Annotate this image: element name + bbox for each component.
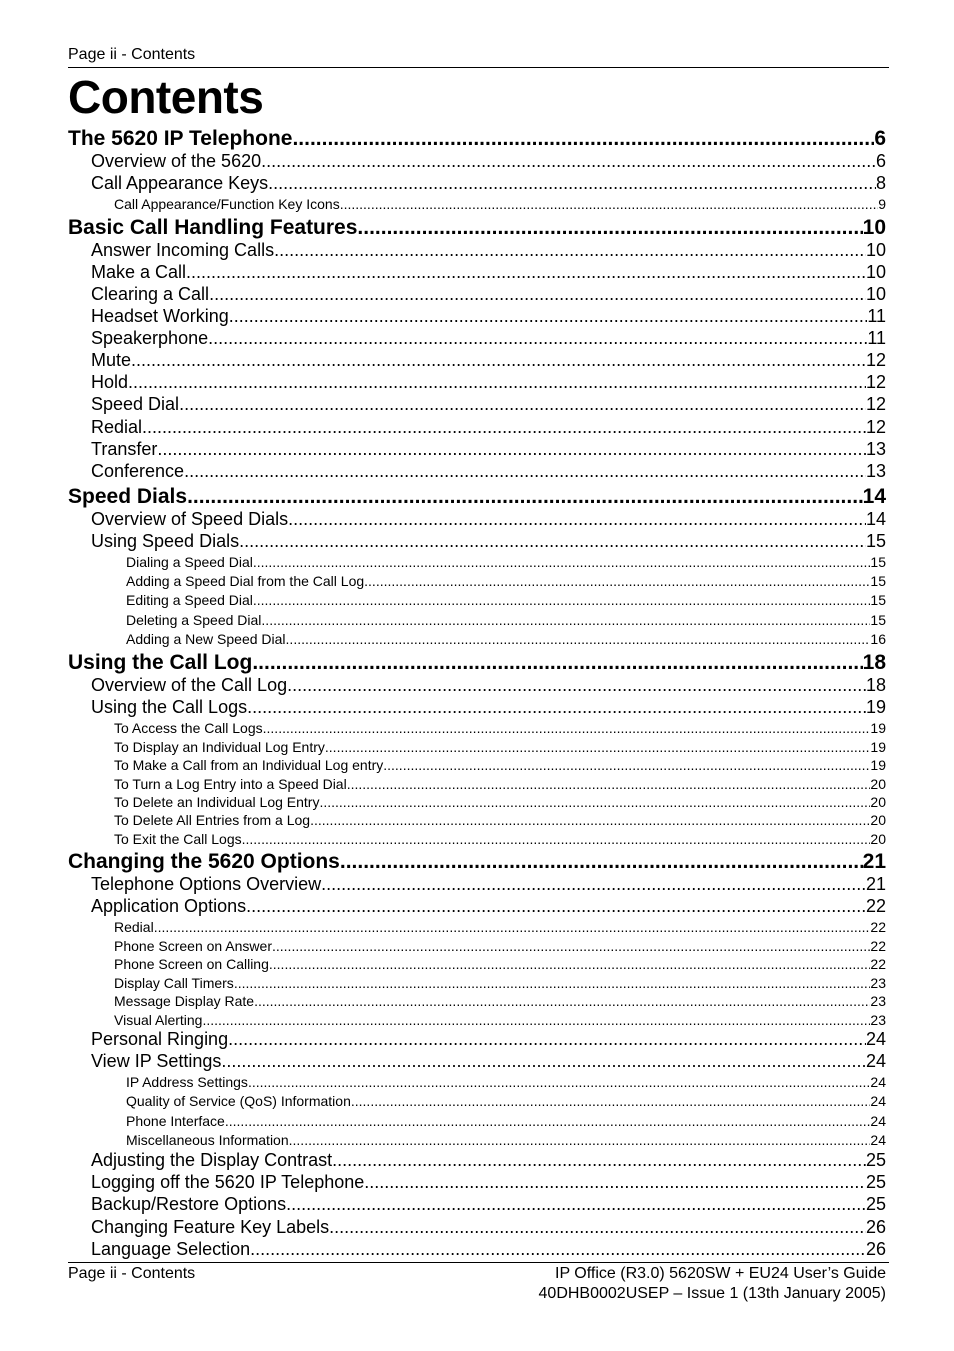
toc-dot-leader: [351, 1093, 871, 1110]
toc-subsection-entry[interactable]: [114, 938, 886, 955]
toc-entry-title: Basic Call Handling Features: [68, 216, 358, 239]
toc-entry-title: Transfer: [91, 439, 158, 459]
toc-entry-title: Using the Call Log: [68, 651, 253, 674]
toc-page-number: 25: [865, 1172, 886, 1192]
toc-entry-title: Telephone Options Overview: [91, 874, 322, 894]
toc-page-number: 19: [865, 697, 886, 717]
toc-entry-title: Overview of Speed Dials: [91, 509, 289, 529]
toc-subsection-entry[interactable]: [114, 831, 886, 848]
toc-dot-leader: [272, 938, 870, 955]
toc-entry-title: Phone Screen on Calling: [114, 956, 269, 972]
toc-entry-title: View IP Settings: [91, 1051, 222, 1071]
toc-dot-leader: [250, 1239, 866, 1260]
toc-entry-title: Adding a Speed Dial from the Call Log: [126, 573, 365, 589]
toc-page-number: 10: [865, 240, 886, 260]
toc-entry-title: Phone Screen on Answer: [114, 938, 272, 954]
toc-entry-title: To Delete an Individual Log Entry: [114, 794, 320, 810]
toc-entry-title: Mute: [91, 350, 132, 370]
toc-dot-leader: [157, 439, 866, 460]
toc-entry-title: Deleting a Speed Dial: [126, 612, 262, 628]
toc-entry-title: Speakerphone: [91, 328, 209, 348]
toc-dot-leader: [325, 739, 871, 756]
toc-entry-title: Phone Interface: [126, 1113, 225, 1129]
footer-issue-info: 40DHB0002USEP – Issue 1 (13th January 2005): [538, 1285, 886, 1302]
toc-entry-title: Visual Alerting: [114, 1012, 203, 1028]
toc-section-entry[interactable]: [91, 1150, 886, 1171]
toc-entry-title: Adding a New Speed Dial: [126, 631, 286, 647]
toc-section-entry[interactable]: [91, 1051, 886, 1072]
toc-dot-leader: [287, 675, 866, 696]
toc-dot-leader: [263, 720, 871, 737]
toc-entry-title: Editing a Speed Dial: [126, 592, 253, 608]
toc-page-number: 22: [870, 919, 886, 935]
toc-dot-leader: [268, 173, 876, 194]
toc-page-number: 12: [865, 417, 886, 437]
toc-dot-leader: [383, 757, 870, 774]
toc-entry-title: To Delete All Entries from a Log: [114, 812, 311, 828]
toc-page-number: 18: [865, 675, 886, 695]
page-header: Page ii - Contents: [68, 46, 196, 63]
toc-page-number: 6: [874, 127, 886, 150]
toc-entry-title: Clearing a Call: [91, 284, 210, 304]
toc-dot-leader: [288, 509, 866, 530]
toc-entry-title: The 5620 IP Telephone: [68, 127, 293, 150]
toc-section-entry[interactable]: [91, 240, 886, 261]
toc-section-entry[interactable]: [91, 394, 886, 415]
toc-dot-leader: [128, 372, 866, 393]
toc-subsection-entry[interactable]: [126, 573, 886, 590]
toc-dot-leader: [364, 573, 870, 590]
toc-section-entry[interactable]: [91, 306, 886, 327]
toc-section-entry[interactable]: [91, 675, 886, 696]
toc-entry-title: Redial: [114, 919, 154, 935]
toc-dot-leader: [321, 874, 866, 895]
toc-entry-title: Miscellaneous Information: [126, 1132, 289, 1148]
toc-dot-leader: [247, 697, 866, 718]
toc-subsection-entry[interactable]: [114, 739, 886, 756]
toc-entry-title: Overview of the 5620: [91, 151, 262, 171]
toc-dot-leader: [340, 850, 863, 874]
toc-page-number: 10: [865, 262, 886, 282]
toc-page-number: 13: [865, 439, 886, 459]
toc-section-entry[interactable]: [91, 262, 886, 283]
toc-page-number: 20: [870, 812, 886, 828]
toc-dot-leader: [154, 919, 871, 936]
toc-page-number: 16: [870, 631, 886, 647]
toc-section-entry[interactable]: [91, 461, 886, 482]
toc-section-entry[interactable]: [91, 509, 886, 530]
toc-page-number: 23: [870, 993, 886, 1009]
toc-entry-title: Speed Dials: [68, 485, 188, 508]
toc-section-entry[interactable]: [91, 417, 886, 438]
toc-page-number: 24: [865, 1029, 886, 1049]
toc-page-number: 24: [865, 1051, 886, 1071]
toc-dot-leader: [274, 240, 866, 261]
toc-dot-leader: [225, 1113, 871, 1130]
toc-entry-title: Hold: [91, 372, 129, 392]
toc-dot-leader: [142, 417, 866, 438]
toc-subsection-entry[interactable]: [126, 592, 886, 609]
toc-subsection-entry[interactable]: [114, 794, 886, 811]
toc-entry-title: Display Call Timers: [114, 975, 234, 991]
toc-entry-title: Conference: [91, 461, 185, 481]
toc-page-number: 11: [867, 306, 886, 326]
toc-entry-title: Changing Feature Key Labels: [91, 1217, 330, 1237]
toc-dot-leader: [269, 956, 871, 973]
toc-section-entry[interactable]: [91, 151, 886, 172]
toc-page-number: 19: [870, 757, 886, 773]
toc-page-number: 10: [865, 284, 886, 304]
toc-page-number: 14: [862, 485, 886, 508]
toc-section-entry[interactable]: [91, 1239, 886, 1260]
toc-subsection-entry[interactable]: [126, 612, 886, 629]
toc-subsection-entry[interactable]: [126, 554, 886, 571]
toc-page-number: 15: [870, 554, 886, 570]
toc-entry-title: IP Address Settings: [126, 1074, 248, 1090]
toc-section-entry[interactable]: [91, 372, 886, 393]
toc-page-number: 13: [865, 461, 886, 481]
toc-page-number: 23: [870, 975, 886, 991]
toc-section-entry[interactable]: [91, 531, 886, 552]
toc-section-entry[interactable]: [91, 1194, 886, 1215]
toc-subsection-entry[interactable]: [114, 975, 886, 992]
toc-section-entry[interactable]: [91, 1029, 886, 1050]
toc-dot-leader: [261, 151, 876, 172]
toc-dot-leader: [253, 554, 871, 571]
toc-chapter-entry[interactable]: [68, 651, 886, 675]
toc-page-number: 9: [878, 196, 886, 212]
footer-guide-title: IP Office (R3.0) 5620SW + EU24 User’s Guide: [555, 1265, 886, 1282]
toc-page-number: 15: [865, 531, 886, 551]
toc-subsection-entry[interactable]: [114, 757, 886, 774]
toc-dot-leader: [248, 1074, 870, 1091]
toc-entry-title: Redial: [91, 417, 143, 437]
toc-dot-leader: [329, 1217, 866, 1238]
toc-page-number: 26: [865, 1217, 886, 1237]
toc-section-entry[interactable]: [91, 896, 886, 917]
toc-dot-leader: [187, 485, 863, 509]
toc-dot-leader: [221, 1051, 866, 1072]
toc-entry-title: Message Display Rate: [114, 993, 255, 1009]
toc-dot-leader: [319, 794, 870, 811]
toc-entry-title: To Access the Call Logs: [114, 720, 263, 736]
toc-dot-leader: [239, 531, 866, 552]
toc-dot-leader: [332, 1150, 866, 1171]
toc-dot-leader: [242, 831, 871, 848]
toc-page-number: 20: [870, 794, 886, 810]
toc-section-entry[interactable]: [91, 173, 886, 194]
toc-dot-leader: [261, 612, 870, 629]
footer-page-label: Page ii - Contents: [68, 1265, 196, 1282]
toc-page-number: 19: [870, 739, 886, 755]
toc-entry-title: Changing the 5620 Options: [68, 850, 340, 873]
toc-page-number: 15: [870, 592, 886, 608]
toc-entry-title: Personal Ringing: [91, 1029, 229, 1049]
toc-entry-title: Using the Call Logs: [91, 697, 248, 717]
toc-subsection-entry[interactable]: [114, 812, 886, 829]
toc-subsection-entry[interactable]: [126, 1093, 886, 1110]
toc-dot-leader: [252, 651, 862, 675]
toc-entry-title: Dialing a Speed Dial: [126, 554, 253, 570]
footer-document-info: [539, 1264, 886, 1304]
toc-entry-title: Quality of Service (QoS) Information: [126, 1093, 351, 1109]
toc-entry-title: To Turn a Log Entry into a Speed Dial: [114, 776, 347, 792]
toc-entry-title: Backup/Restore Options: [91, 1194, 287, 1214]
toc-page-number: 25: [865, 1150, 886, 1170]
toc-entry-title: Make a Call: [91, 262, 187, 282]
toc-dot-leader: [209, 284, 866, 305]
toc-dot-leader: [131, 350, 866, 371]
toc-dot-leader: [286, 631, 871, 648]
toc-entry-title: To Make a Call from an Individual Log entry: [114, 757, 384, 773]
toc-entry-title: Adjusting the Display Contrast: [91, 1150, 333, 1170]
toc-page-number: 6: [875, 151, 886, 171]
toc-page-number: 22: [870, 938, 886, 954]
toc-page-number: 26: [865, 1239, 886, 1259]
toc-section-entry[interactable]: [91, 439, 886, 460]
toc-dot-leader: [254, 993, 870, 1010]
toc-dot-leader: [186, 262, 866, 283]
toc-section-entry[interactable]: [91, 697, 886, 718]
toc-page-number: 11: [867, 328, 886, 348]
toc-subsection-entry[interactable]: [114, 919, 886, 936]
toc-page-number: 23: [870, 1012, 886, 1028]
page-title: Contents: [68, 71, 264, 123]
toc-subsection-entry[interactable]: [114, 776, 886, 793]
toc-dot-leader: [310, 812, 870, 829]
toc-section-entry[interactable]: [91, 350, 886, 371]
toc-section-entry[interactable]: [91, 1217, 886, 1238]
toc-entry-title: Headset Working: [91, 306, 229, 326]
toc-page-number: 22: [865, 896, 886, 916]
toc-chapter-entry[interactable]: [68, 127, 886, 151]
toc-page-number: 25: [865, 1194, 886, 1214]
toc-page-number: 24: [870, 1093, 886, 1109]
toc-page-number: 8: [875, 173, 886, 193]
toc-entry-title: Answer Incoming Calls: [91, 240, 275, 260]
toc-dot-leader: [364, 1172, 866, 1193]
toc-page-number: 24: [870, 1132, 886, 1148]
toc-page-number: 12: [865, 372, 886, 392]
toc-section-entry[interactable]: [91, 874, 886, 895]
toc-dot-leader: [357, 216, 862, 240]
toc-dot-leader: [253, 592, 871, 609]
toc-dot-leader: [246, 896, 866, 917]
toc-entry-title: Application Options: [91, 896, 247, 916]
toc-page-number: 21: [865, 874, 886, 894]
toc-subsection-entry[interactable]: [114, 720, 886, 737]
toc-entry-title: Call Appearance/Function Key Icons: [114, 196, 340, 212]
toc-section-entry[interactable]: [91, 1172, 886, 1193]
toc-subsection-entry[interactable]: [114, 956, 886, 973]
toc-page-number: 12: [865, 394, 886, 414]
toc-dot-leader: [228, 1029, 866, 1050]
toc-entry-title: Language Selection: [91, 1239, 251, 1259]
toc-page-number: 20: [870, 776, 886, 792]
toc-entry-title: Using Speed Dials: [91, 531, 240, 551]
toc-page-number: 15: [870, 612, 886, 628]
toc-dot-leader: [340, 196, 879, 213]
toc-page-number: 24: [870, 1113, 886, 1129]
toc-subsection-entry[interactable]: [126, 631, 886, 648]
toc-dot-leader: [202, 1012, 870, 1029]
toc-dot-leader: [234, 975, 871, 992]
toc-chapter-entry[interactable]: [68, 216, 886, 240]
toc-entry-title: Logging off the 5620 IP Telephone: [91, 1172, 365, 1192]
toc-subsection-entry[interactable]: [114, 196, 886, 213]
toc-page-number: 15: [870, 573, 886, 589]
toc-page-number: 12: [865, 350, 886, 370]
toc-dot-leader: [208, 328, 867, 349]
toc-entry-title: Call Appearance Keys: [91, 173, 269, 193]
toc-entry-title: To Display an Individual Log Entry: [114, 739, 325, 755]
toc-entry-title: To Exit the Call Logs: [114, 831, 242, 847]
toc-dot-leader: [184, 461, 866, 482]
toc-dot-leader: [347, 776, 871, 793]
toc-chapter-entry[interactable]: [68, 850, 886, 874]
toc-page-number: 22: [870, 956, 886, 972]
toc-dot-leader: [179, 394, 866, 415]
toc-entry-title: Speed Dial: [91, 394, 180, 414]
toc-page-number: 24: [870, 1074, 886, 1090]
toc-subsection-entry[interactable]: [126, 1132, 886, 1149]
toc-page-number: 21: [862, 850, 886, 873]
toc-dot-leader: [286, 1194, 866, 1215]
toc-page-number: 10: [862, 216, 886, 239]
toc-chapter-entry[interactable]: [68, 485, 886, 509]
footer-divider: [68, 1262, 889, 1263]
toc-subsection-entry[interactable]: [126, 1113, 886, 1130]
toc-page-number: 14: [865, 509, 886, 529]
toc-page-number: 18: [862, 651, 886, 674]
toc-page-number: 20: [870, 831, 886, 847]
toc-dot-leader: [292, 127, 874, 151]
toc-subsection-entry[interactable]: [114, 1012, 886, 1029]
toc-page-number: 19: [870, 720, 886, 736]
toc-subsection-entry[interactable]: [114, 993, 886, 1010]
toc-section-entry[interactable]: [91, 284, 886, 305]
toc-dot-leader: [289, 1132, 871, 1149]
toc-entry-title: Overview of the Call Log: [91, 675, 288, 695]
toc-section-entry[interactable]: [91, 328, 886, 349]
toc-subsection-entry[interactable]: [126, 1074, 886, 1091]
toc-dot-leader: [229, 306, 868, 327]
